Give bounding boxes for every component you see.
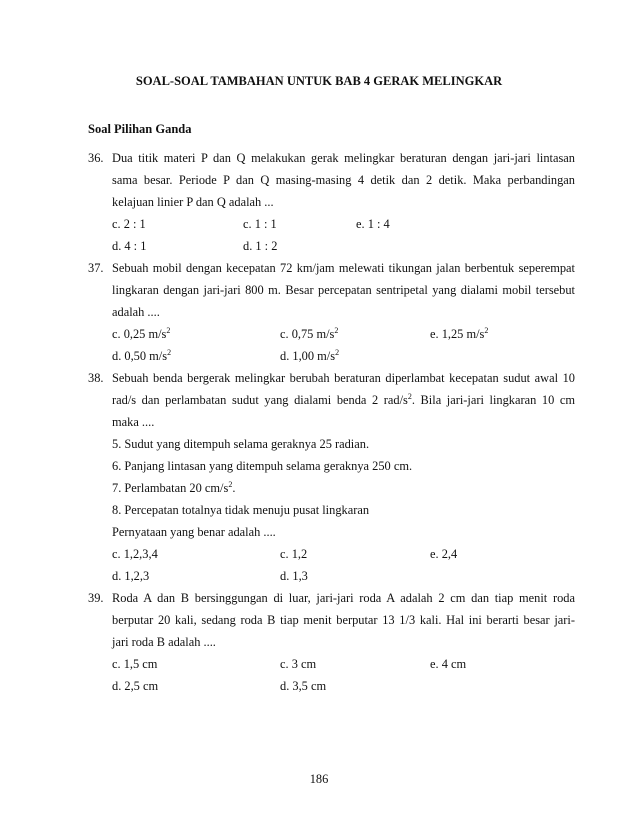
question-37: [88, 257, 575, 367]
question-number: 37.: [88, 261, 104, 275]
question-line: Dua titik materi P dan Q melakukan gerak melingkar beraturan dengan jari-jari lintasan: [112, 151, 575, 165]
option-d: [112, 345, 171, 367]
option-text: e. 1,25 m/s: [430, 327, 485, 341]
question-line: jari roda B adalah ....: [112, 635, 216, 649]
superscript: 2: [166, 326, 171, 335]
option-text: d. 0,50 m/s: [112, 349, 168, 363]
question-line: kelajuan linier P dan Q adalah ...: [112, 195, 274, 209]
question-text: [112, 147, 575, 213]
question-line: berputar 20 kali, sedang roda B tiap menit berputar 13 1/3 kali. Hal ini berarti besar jari-: [112, 613, 575, 627]
question-number: 36.: [88, 151, 104, 165]
statement-1: 5. Sudut yang ditempuh selama geraknya 25 radian.: [112, 437, 370, 451]
question-39: [88, 587, 575, 697]
question-line: [112, 389, 575, 411]
superscript: 2: [407, 392, 412, 401]
option-d-alt: [280, 345, 339, 367]
statement-2: 6. Panjang lintasan yang ditempuh selama geraknya 250 cm.: [112, 459, 413, 473]
section-heading: Soal Pilihan Ganda: [88, 122, 192, 136]
superscript: 2: [167, 348, 172, 357]
option-c-alt: c. 1 : 1: [243, 217, 277, 231]
page-title: SOAL-SOAL TAMBAHAN UNTUK BAB 4 GERAK MELINGKAR: [135, 74, 503, 88]
options-row: [112, 543, 575, 565]
page-number: 186: [309, 772, 329, 786]
option-d-alt: d. 3,5 cm: [280, 679, 327, 693]
options-row: [112, 675, 575, 697]
option-c: c. 1,5 cm: [112, 657, 158, 671]
question-text: [112, 587, 575, 653]
question-text-part: rad/s dan perlambatan sudut yang dialami benda 2 rad/s: [112, 393, 408, 407]
superscript: 2: [335, 348, 340, 357]
question-line: Sebuah mobil dengan kecepatan 72 km/jam melewati tikungan jalan berbentuk seperempat: [112, 261, 575, 275]
options-row: [112, 653, 575, 675]
option-d: d. 4 : 1: [112, 239, 147, 253]
option-text: d. 1,00 m/s: [280, 349, 336, 363]
option-text: c. 0,75 m/s: [280, 327, 335, 341]
question-list: [88, 147, 575, 697]
question-line: Sebuah benda bergerak melingkar berubah beraturan diperlambat kecepatan sudut awal 10: [112, 371, 575, 385]
option-e: [430, 323, 488, 345]
question-text-part: . Bila jari-jari lingkaran 10 cm: [411, 393, 576, 407]
question-text: [112, 257, 575, 323]
question-line: maka ....: [112, 415, 155, 429]
options-row: [112, 235, 575, 257]
question-line: sama besar. Periode P dan Q masing-masing 4 detik dan 2 detik. Maka perbandingan: [112, 173, 575, 187]
options-row: [112, 323, 575, 345]
question-line: Roda A dan B bersinggungan di luar, jari-jari roda A adalah 2 cm dan tiap menit roda: [112, 591, 575, 605]
question-38: [88, 367, 575, 587]
superscript: 2: [334, 326, 339, 335]
option-text: c. 0,25 m/s: [112, 327, 167, 341]
question-number: 39.: [88, 591, 104, 605]
question-text: [112, 367, 575, 433]
question-number: 38.: [88, 371, 104, 385]
options-row: [112, 213, 575, 235]
option-e: e. 2,4: [430, 547, 458, 561]
option-d-alt: d. 1 : 2: [243, 239, 278, 253]
statement-3: [112, 477, 575, 499]
question-36: [88, 147, 575, 257]
question-line: lingkaran dengan jari-jari 800 m. Besar percepatan sentripetal yang dialami mobil tersebut: [112, 283, 575, 297]
option-c-alt: [280, 323, 338, 345]
option-c: [112, 323, 170, 345]
option-c: c. 2 : 1: [112, 217, 146, 231]
option-e: e. 1 : 4: [356, 217, 390, 231]
option-c-alt: c. 3 cm: [280, 657, 317, 671]
option-d-alt: d. 1,3: [280, 569, 308, 583]
superscript: 2: [228, 480, 233, 489]
statement-text: 7. Perlambatan 20 cm/s: [112, 481, 229, 495]
option-d: d. 2,5 cm: [112, 679, 159, 693]
option-d: d. 1,2,3: [112, 569, 150, 583]
options-row: [112, 345, 575, 367]
statement-text: .: [232, 481, 236, 495]
option-e: e. 4 cm: [430, 657, 467, 671]
option-c-alt: c. 1,2: [280, 547, 308, 561]
question-line: adalah ....: [112, 305, 160, 319]
statement-4: 8. Percepatan totalnya tidak menuju pusat lingkaran: [112, 503, 370, 517]
options-row: [112, 565, 575, 587]
option-c: c. 1,2,3,4: [112, 547, 158, 561]
question-prompt: Pernyataan yang benar adalah ....: [112, 525, 276, 539]
superscript: 2: [484, 326, 489, 335]
